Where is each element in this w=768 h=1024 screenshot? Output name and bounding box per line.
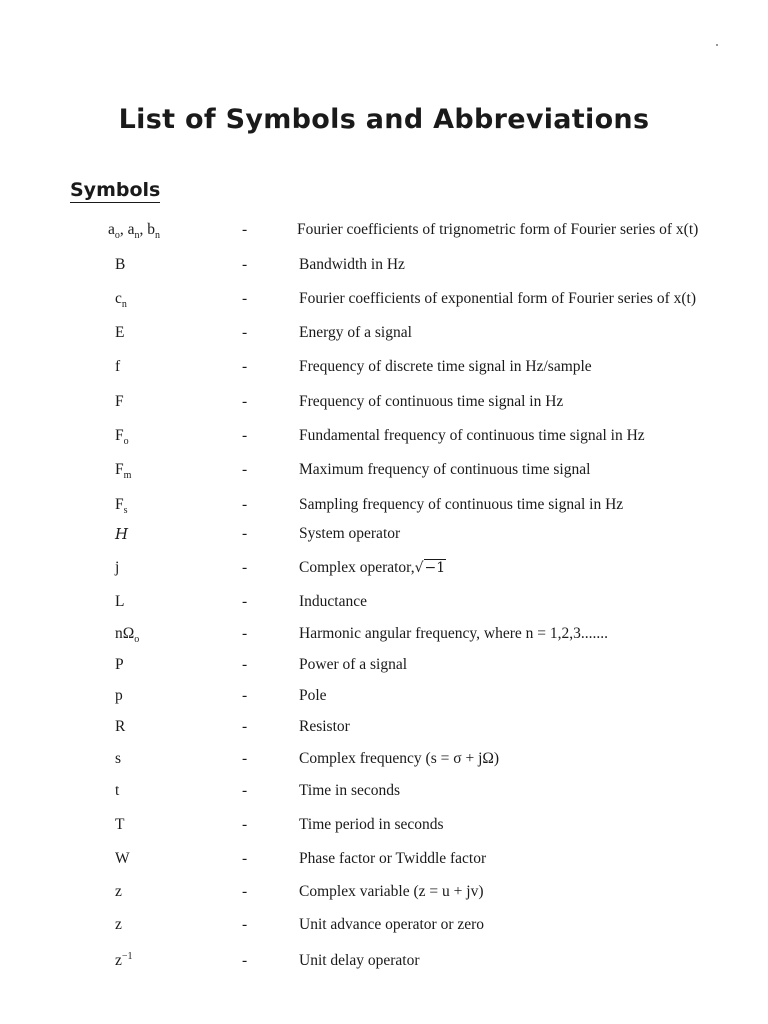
description-text: Energy of a signal bbox=[299, 324, 412, 341]
symbol-subscript: m bbox=[123, 470, 132, 481]
symbol-row bbox=[0, 559, 768, 583]
symbol bbox=[115, 916, 122, 934]
separator-dash: - bbox=[242, 750, 248, 767]
symbol bbox=[115, 816, 124, 834]
symbol-description bbox=[299, 427, 645, 445]
separator-dash: - bbox=[242, 656, 248, 673]
symbol-text: z bbox=[115, 952, 122, 969]
separator-dash: - bbox=[242, 625, 248, 642]
symbol-description bbox=[299, 883, 484, 901]
symbol bbox=[115, 593, 124, 611]
description-text: Bandwidth in Hz bbox=[299, 256, 405, 273]
symbol-row bbox=[0, 461, 768, 485]
symbol-text: L bbox=[115, 593, 125, 610]
symbol-description bbox=[299, 816, 444, 834]
symbol-row bbox=[0, 358, 768, 382]
symbol-superscript: −1 bbox=[121, 951, 133, 962]
symbol-description bbox=[299, 687, 327, 705]
symbol-text: z bbox=[115, 916, 122, 933]
symbol-text: f bbox=[115, 358, 121, 375]
symbol bbox=[115, 850, 130, 868]
symbol-description bbox=[299, 358, 592, 376]
symbol-row bbox=[0, 656, 768, 680]
separator-dash: - bbox=[242, 256, 248, 273]
symbol-text: z bbox=[115, 883, 122, 900]
symbol-row bbox=[0, 718, 768, 742]
symbol-row bbox=[0, 916, 768, 940]
symbol bbox=[115, 656, 124, 674]
description-text: Power of a signal bbox=[299, 656, 408, 673]
separator-dash: - bbox=[242, 559, 248, 576]
symbol bbox=[115, 393, 124, 411]
description-text: Fourier coefficients of exponential form of Fourier series of x(t) bbox=[299, 290, 696, 307]
symbol bbox=[115, 427, 129, 445]
symbol-text: W bbox=[115, 850, 130, 867]
symbol-row bbox=[0, 290, 768, 314]
symbol-description bbox=[299, 850, 486, 868]
symbol-text: t bbox=[115, 782, 120, 799]
separator-dash: - bbox=[242, 461, 248, 478]
symbol-text: T bbox=[115, 816, 125, 833]
symbol-description bbox=[297, 221, 698, 239]
description-text: Inductance bbox=[299, 593, 367, 610]
description-text: Complex frequency (s = σ + jΩ) bbox=[299, 750, 500, 767]
description-text: Complex variable (z = u + jv) bbox=[299, 883, 484, 900]
description-text: Maximum frequency of continuous time signal bbox=[299, 461, 591, 478]
symbol-description bbox=[299, 256, 405, 274]
symbol-text: R bbox=[115, 718, 126, 735]
symbol-description bbox=[299, 290, 696, 308]
page-title: List of Symbols and Abbreviations bbox=[118, 104, 650, 135]
description-text: Resistor bbox=[299, 718, 350, 735]
symbol-text: F bbox=[115, 496, 124, 513]
symbol bbox=[115, 290, 127, 308]
description-text: Unit advance operator or zero bbox=[299, 916, 485, 933]
symbol-text: P bbox=[115, 656, 124, 673]
symbol-row bbox=[0, 256, 768, 280]
symbol-description bbox=[299, 952, 420, 970]
separator-dash: - bbox=[242, 850, 248, 867]
symbol bbox=[115, 324, 124, 342]
symbol-subscript: o bbox=[114, 230, 120, 241]
separator-dash: - bbox=[242, 324, 248, 341]
separator-dash: - bbox=[242, 782, 248, 799]
symbol-text: a bbox=[108, 221, 115, 238]
symbol-row bbox=[0, 525, 768, 549]
symbol-text: s bbox=[115, 750, 122, 767]
separator-dash: - bbox=[242, 718, 248, 735]
symbol-description bbox=[299, 782, 400, 800]
separator-dash: - bbox=[242, 290, 248, 307]
symbol-description bbox=[299, 625, 608, 643]
description-text: System operator bbox=[299, 525, 401, 542]
symbol-row bbox=[0, 324, 768, 348]
symbol-description bbox=[299, 718, 350, 736]
symbol-row bbox=[0, 496, 768, 520]
symbol-text: c bbox=[115, 290, 122, 307]
symbol-row bbox=[0, 782, 768, 806]
sqrt-sign: √ bbox=[414, 560, 424, 576]
symbol bbox=[115, 525, 128, 544]
symbol-description bbox=[299, 656, 407, 674]
description-text: Frequency of continuous time signal in Hz bbox=[299, 393, 564, 410]
description-text: Sampling frequency of continuous time signal in Hz bbox=[299, 496, 624, 513]
description-text: Complex operator, bbox=[299, 559, 415, 576]
symbol-subscript: o bbox=[123, 436, 129, 447]
description-text: Frequency of discrete time signal in Hz/sample bbox=[299, 358, 592, 375]
symbol-text: p bbox=[115, 687, 123, 704]
symbol-subscript: n bbox=[155, 230, 161, 241]
symbol-subscript: n bbox=[121, 299, 127, 310]
symbol-description bbox=[299, 393, 563, 411]
symbol bbox=[115, 461, 131, 479]
symbol-text: nΩ bbox=[115, 625, 135, 642]
symbol bbox=[115, 496, 128, 514]
symbol-description bbox=[299, 750, 499, 768]
sqrt-expression bbox=[415, 559, 447, 576]
separator-dash: - bbox=[242, 427, 248, 444]
symbol-row bbox=[0, 750, 768, 774]
symbol-row bbox=[0, 593, 768, 617]
symbol-row bbox=[0, 816, 768, 840]
separator-dash: - bbox=[242, 816, 248, 833]
separator-dash: - bbox=[242, 358, 248, 375]
symbol bbox=[115, 952, 133, 970]
description-text: Fourier coefficients of trignometric form of Fourier series of x(t) bbox=[297, 221, 699, 238]
symbol-row bbox=[0, 952, 768, 976]
separator-dash: - bbox=[242, 883, 248, 900]
separator-dash: - bbox=[242, 687, 248, 704]
symbol-text: B bbox=[115, 256, 126, 273]
section-heading-symbols: Symbols bbox=[70, 179, 161, 201]
symbol-description bbox=[299, 593, 367, 611]
symbol bbox=[115, 883, 122, 901]
symbol bbox=[115, 750, 121, 768]
symbol-text: F bbox=[115, 427, 124, 444]
symbol-row bbox=[0, 393, 768, 417]
symbol-subscript: n bbox=[134, 230, 140, 241]
symbol-text: F bbox=[115, 461, 124, 478]
description-text: Fundamental frequency of continuous time signal in Hz bbox=[299, 427, 645, 444]
description-text: Harmonic angular frequency, where n = 1,2,3....... bbox=[299, 625, 609, 642]
description-text: Phase factor or Twiddle factor bbox=[299, 850, 487, 867]
symbol bbox=[115, 256, 125, 274]
symbol bbox=[115, 782, 119, 800]
description-text: Time period in seconds bbox=[299, 816, 444, 833]
symbol-text: F bbox=[115, 393, 124, 410]
symbol-description bbox=[299, 916, 484, 934]
symbol-description bbox=[299, 525, 400, 543]
symbol bbox=[115, 718, 125, 736]
symbol-text: H bbox=[115, 525, 129, 543]
sqrt-radicand: −1 bbox=[424, 560, 446, 576]
page-mark bbox=[716, 44, 718, 46]
separator-dash: - bbox=[242, 916, 248, 933]
symbol bbox=[115, 559, 119, 577]
separator-dash: - bbox=[242, 496, 248, 513]
symbol bbox=[115, 358, 120, 376]
symbol-text: , a bbox=[119, 221, 135, 238]
symbol-description bbox=[299, 559, 446, 577]
symbol-description bbox=[299, 496, 623, 514]
symbol-subscript: s bbox=[123, 505, 128, 516]
symbol-description bbox=[299, 324, 412, 342]
symbol-text: E bbox=[115, 324, 125, 341]
symbol-subscript: o bbox=[134, 634, 140, 645]
symbol bbox=[115, 687, 123, 705]
symbol-row bbox=[0, 625, 768, 649]
symbol-row bbox=[0, 687, 768, 711]
separator-dash: - bbox=[242, 525, 248, 542]
separator-dash: - bbox=[242, 593, 248, 610]
separator-dash: - bbox=[242, 952, 248, 969]
symbol bbox=[115, 625, 139, 643]
symbol-row bbox=[0, 850, 768, 874]
description-text: Time in seconds bbox=[299, 782, 401, 799]
symbol-row bbox=[0, 221, 768, 245]
symbol-row bbox=[0, 427, 768, 451]
symbol-description bbox=[299, 461, 590, 479]
separator-dash: - bbox=[242, 221, 248, 238]
symbol-row bbox=[0, 883, 768, 907]
symbol-text: j bbox=[115, 559, 120, 576]
description-text: Unit delay operator bbox=[299, 952, 420, 969]
symbol-text: , b bbox=[139, 221, 156, 238]
description-text: Pole bbox=[299, 687, 327, 704]
separator-dash: - bbox=[242, 393, 248, 410]
symbol bbox=[108, 221, 160, 239]
